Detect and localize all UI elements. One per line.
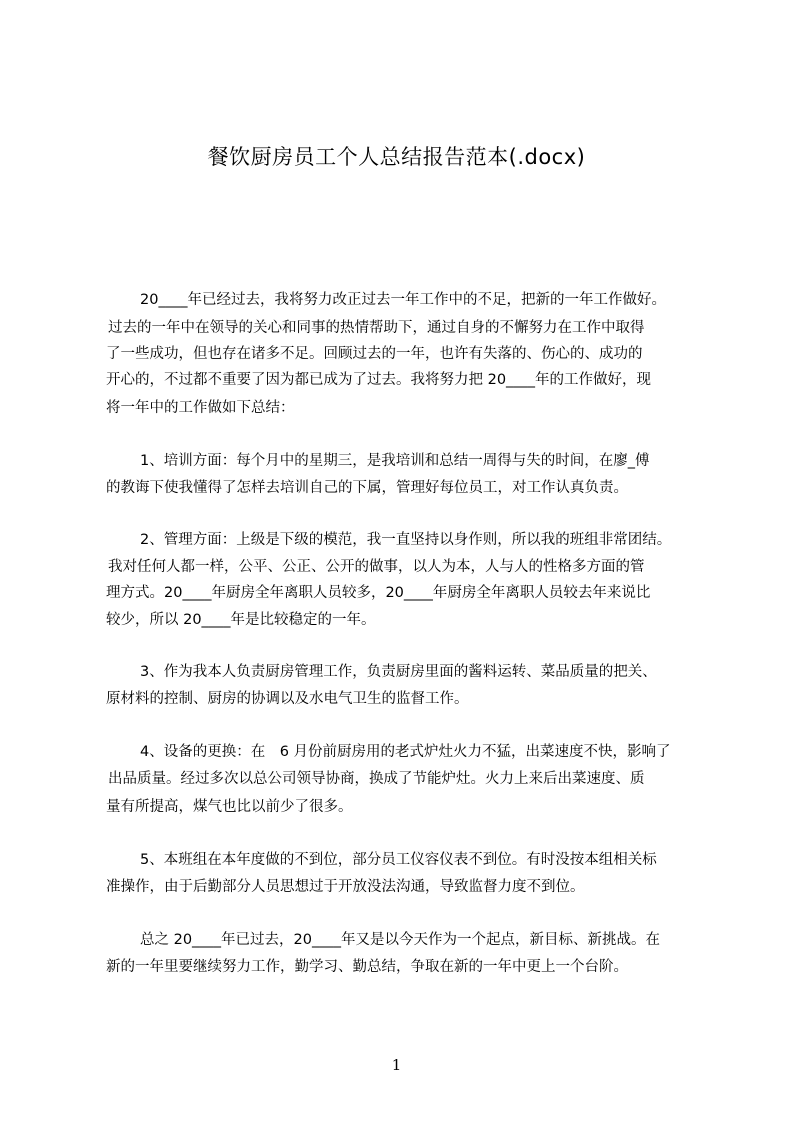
paragraph-line: 新的一年里要继续努力工作，勤学习、勤总结，争取在新的一年中更上一个台阶。 xyxy=(106,959,628,975)
paragraph-line: 20____年已经过去，我将努力改正过去一年工作中的不足，把新的一年工作做好。 xyxy=(140,292,666,308)
paragraph-line: 量有所提高，煤气也比以前少了很多。 xyxy=(106,799,353,815)
paragraph-line: 原材料的控制、厨房的协调以及水电气卫生的监督工作。 xyxy=(106,691,469,707)
paragraph-line: 总之 20____年已过去，20____年又是以今天作为一个起点，新目标、新挑战。在 xyxy=(140,932,661,948)
paragraph-line: 4、设备的更换：在 6 月份前厨房用的老式炉灶火力不猛，出菜速度不快，影响了 xyxy=(140,744,671,760)
paragraph-line: 理方式。20____年厨房全年离职人员较多，20____年厨房全年离职人员较去年来说比 xyxy=(106,585,651,601)
paragraph-line: 的教诲下使我懂得了怎样去培训自己的下属，管理好每位员工，对工作认真负责。 xyxy=(106,480,628,496)
paragraph-line: 了一些成功，但也存在诸多不足。回顾过去的一年，也许有失落的、伤心的、成功的 xyxy=(106,346,643,362)
paragraph-line: 出品质量。经过多次以总公司领导协商，换成了节能炉灶。火力上来后出菜速度、质 xyxy=(108,771,645,787)
paragraph-line: 2、管理方面：上级是下级的模范，我一直坚持以身作则，所以我的班组非常团结。 xyxy=(140,532,672,548)
paragraph-line: 3、作为我本人负责厨房管理工作，负责厨房里面的酱料运转、菜品质量的把关、 xyxy=(140,664,657,680)
document-title: 餐饮厨房员工个人总结报告范本(.docx) xyxy=(207,145,586,169)
paragraph-line: 我对任何人都一样，公平、公正、公开的做事，以人为本，人与人的性格多方面的管 xyxy=(108,559,645,575)
page-number: 1 xyxy=(391,1056,402,1074)
paragraph-line: 开心的，不过都不重要了因为都已成为了过去。我将努力把 20____年的工作做好，现 xyxy=(106,372,652,388)
paragraph-line: 准操作，由于后勤部分人员思想过于开放没法沟通，导致监督力度不到位。 xyxy=(106,879,585,895)
paragraph-line: 1、培训方面：每个月中的星期三，是我培训和总结一周得与失的时间，在廖_傅 xyxy=(140,453,650,469)
paragraph-line: 5、本班组在本年度做的不到位，部分员工仪容仪表不到位。有时没按本组相关标 xyxy=(140,852,657,868)
paragraph-line: 较少，所以 20____年是比较稳定的一年。 xyxy=(106,612,376,628)
paragraph-line: 将一年中的工作做如下总结： xyxy=(106,400,295,416)
paragraph-line: 过去的一年中在领导的关心和同事的热情帮助下，通过自身的不懈努力在工作中取得 xyxy=(108,320,645,336)
